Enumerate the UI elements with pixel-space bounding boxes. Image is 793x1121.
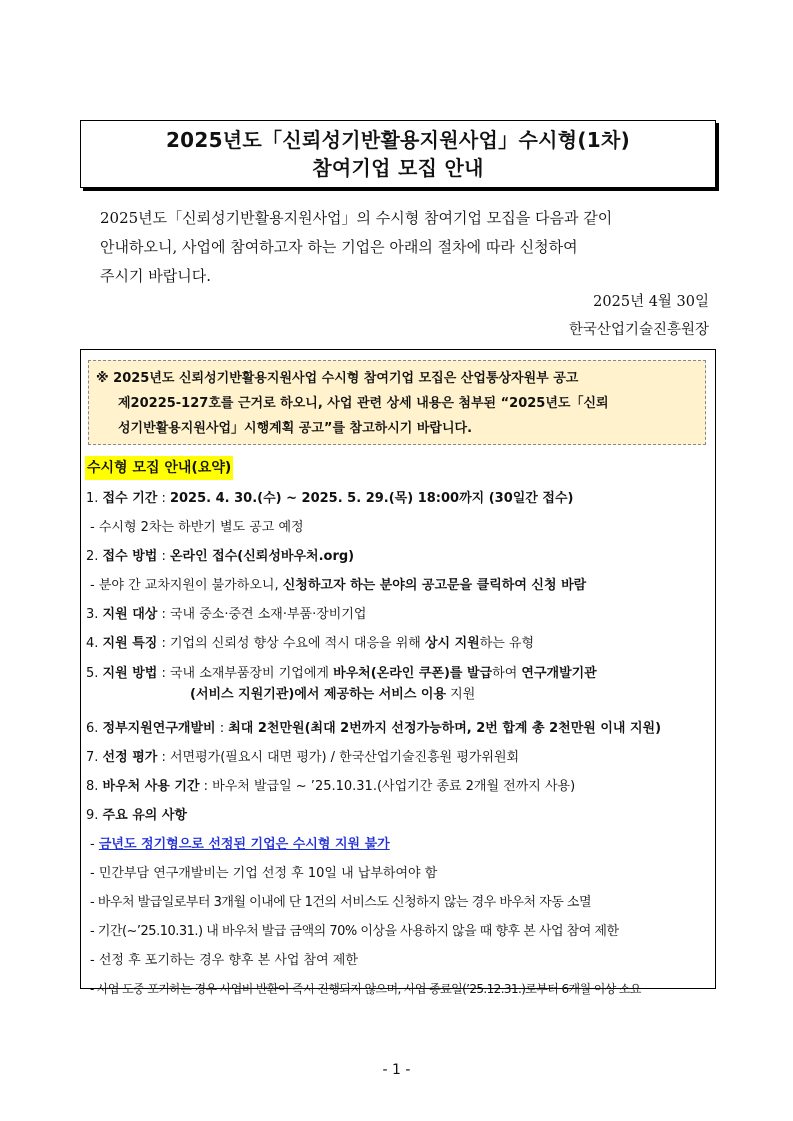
item-8-label: 바우처 사용 기간 — [102, 779, 200, 794]
note-2: - 민간부담 연구개발비는 기업 선정 후 10일 내 납부하여야 함 — [90, 866, 438, 881]
note-5: - 선정 후 포기하는 경우 향후 본 사업 참여 제한 — [90, 953, 358, 968]
item-2-sub: - 분야 간 교차지원이 불가하오니, 신청하고자 하는 분야의 공고문을 클릭하여 신청 바람 — [90, 578, 587, 593]
notice-line-1: ※ 2025년도 신뢰성기반활용지원사업 수시형 참여기업 모집은 산업통상자원부 공고 — [96, 371, 579, 386]
item-1-value: 2025. 4. 30.(수) ~ 2025. 5. 29.(목) 18:00까지 (30일간 접수) — [169, 491, 574, 506]
intro-line-1: 2025년도「신뢰성기반활용지원사업」의 수시형 참여기업 모집을 다음과 같이 — [100, 209, 613, 227]
item-3-value: 국내 중소·중견 소재·부품·장비기업 — [169, 607, 367, 622]
issuing-organization: 한국산업기술진흥원장 — [568, 322, 709, 338]
item-1: 1. 접수 기간 : 2025. 4. 30.(수) ~ 2025. 5. 29.(목) 18:00까지 (30일간 접수) — [86, 491, 574, 506]
item-7: 7. 선정 평가 : 서면평가(필요시 대면 평가) / 한국산업기술진흥원 평가위원회 — [86, 750, 520, 765]
item-4: 4. 지원 특징 : 기업의 신뢰성 향상 수요에 적시 대응을 위해 상시 지원하는 유형 — [86, 636, 535, 651]
note-6: - 사업 도중 포기하는 경우 사업비 반환이 즉시 진행되지 않으며, 사업 종료일(’25.12.31.)로부터 6개월 이상 소요 — [90, 982, 641, 996]
item-4-label: 지원 특징 — [102, 636, 158, 651]
item-1-label: 접수 기간 — [102, 491, 158, 506]
item-8: 8. 바우처 사용 기간 : 바우처 발급일 ~ ’25.10.31.(사업기간 종료 2개월 전까지 사용) — [86, 779, 576, 794]
item-2: 2. 접수 방법 : 온라인 접수(신뢰성바우처.org) — [86, 549, 355, 564]
item-6-value: 최대 2천만원(최대 2번까지 선정가능하며, 2번 합계 총 2천만원 이내 지원) — [228, 721, 662, 736]
item-2-label: 접수 방법 — [102, 549, 158, 564]
item-9-label: 주요 유의 사항 — [102, 808, 187, 823]
intro-paragraph — [100, 204, 716, 291]
announcement-date: 2025년 4월 30일 — [593, 294, 709, 310]
item-3: 3. 지원 대상 : 국내 중소·중견 소재·부품·장비기업 — [86, 607, 367, 622]
item-6-label: 정부지원연구개발비 — [102, 721, 216, 736]
intro-line-2: 안내하오니, 사업에 참여하고자 하는 기업은 아래의 절차에 따라 신청하여 — [100, 238, 578, 256]
item-9: 9. 주요 유의 사항 — [86, 808, 187, 823]
note-3: - 바우처 발급일로부터 3개월 이내에 단 1건의 서비스도 신청하지 않는 경우 바우처 자동 소멸 — [90, 895, 592, 910]
title-line-1: 2025년도「신뢰성기반활용지원사업」수시형(1차) — [165, 128, 631, 152]
item-3-label: 지원 대상 — [102, 607, 158, 622]
item-5-label: 지원 방법 — [102, 666, 158, 681]
notice-text — [96, 366, 700, 441]
notice-line-3: 성기반활용지원사업」시행계획 공고”를 참고하시기 바랍니다. — [118, 421, 473, 436]
item-2-value: 온라인 접수(신뢰성바우처.org) — [169, 549, 355, 564]
item-5: 5. 지원 방법 : 국내 소재부품장비 기업에게 바우처(온라인 쿠폰)를 발급하여 연구개발기관 — [86, 666, 597, 681]
summary-heading: 수시형 모집 안내(요약) — [85, 456, 233, 480]
title-line-2: 참여기업 모집 안내 — [312, 156, 484, 180]
item-1-sub: - 수시형 2차는 하반기 별도 공고 예정 — [90, 520, 304, 535]
note-1-highlight: 금년도 정기형으로 선정된 기업은 수시형 지원 불가 — [98, 837, 390, 852]
title-box — [80, 120, 716, 188]
note-4: - 기간(~’25.10.31.) 내 바우처 발급 금액의 70% 이상을 사용하지 않을 때 향후 본 사업 참여 제한 — [90, 924, 619, 939]
item-7-label: 선정 평가 — [102, 750, 158, 765]
summary-items — [86, 484, 716, 1004]
item-5-continuation: (서비스 지원기관)에서 제공하는 서비스 이용 지원 — [190, 687, 476, 702]
note-1: - 금년도 정기형으로 선정된 기업은 수시형 지원 불가 — [90, 837, 390, 852]
item-8-value: 바우처 발급일 ~ ’25.10.31.(사업기간 종료 2개월 전까지 사용) — [212, 779, 576, 794]
page-number: - 1 - — [382, 1062, 411, 1078]
intro-line-3: 주시기 바랍니다. — [100, 267, 211, 285]
item-7-value: 서면평가(필요시 대면 평가) / 한국산업기술진흥원 평가위원회 — [169, 750, 520, 765]
notice-line-2: 제20225-127호를 근거로 하오니, 사업 관련 상세 내용은 첨부된 “2025년도「신뢰 — [118, 396, 609, 411]
item-6: 6. 정부지원연구개발비 : 최대 2천만원(최대 2번까지 선정가능하며, 2번 합계 총 2천만원 이내 지원) — [86, 721, 662, 736]
